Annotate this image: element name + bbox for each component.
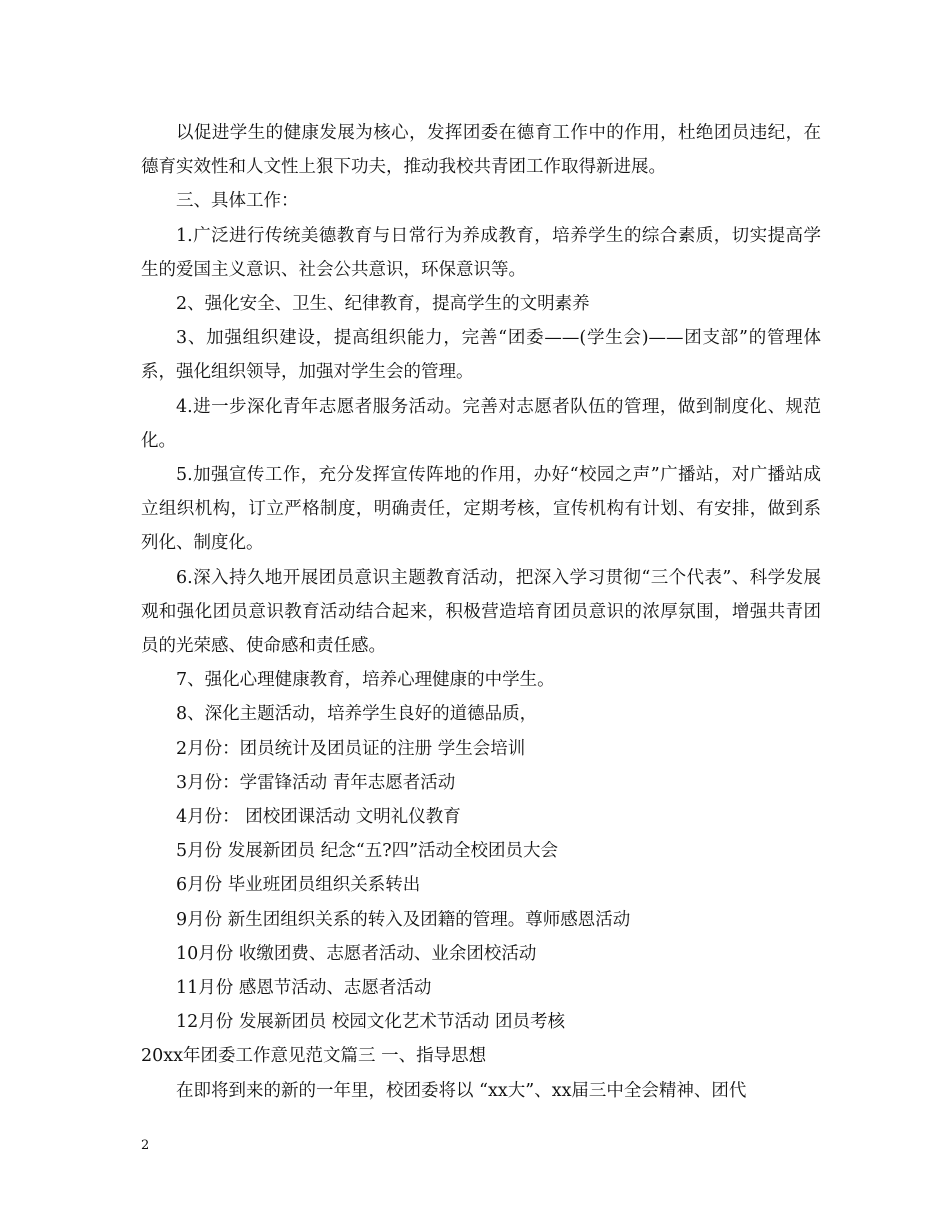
- schedule-item: 3月份：学雷锋活动 青年志愿者活动: [176, 772, 456, 793]
- paragraph: 4.进一步深化青年志愿者服务活动。完善对志愿者队伍的管理，做到制度化、规范化。: [141, 396, 821, 451]
- schedule-item: 10月份 收缴团费、志愿者活动、业余团校活动: [176, 943, 537, 964]
- schedule-item: 11月份 感恩节活动、志愿者活动: [176, 978, 432, 999]
- schedule-item: 12月份 发展新团员 校园文化艺术节活动 团员考核: [176, 1012, 565, 1033]
- paragraph: 1.广泛进行传统美德教育与日常行为养成教育，培养学生的综合素质，切实提高学生的爱国主义意识、社会公共意识，环保意识等。: [141, 225, 821, 280]
- paragraph: 7、强化心理健康教育，培养心理健康的中学生。: [176, 670, 555, 691]
- document-body: [141, 116, 821, 1108]
- paragraph: 5.加强宣传工作，充分发挥宣传阵地的作用，办好“校园之声”广播站，对广播站成立组织机构，订立严格制度，明确责任，定期考核，宣传机构有计划、有安排，做到系列化、制度化。: [141, 465, 821, 554]
- paragraph: 以促进学生的健康发展为核心，发挥团委在德育工作中的作用，杜绝团员违纪，在德育实效性和人文性上狠下功夫，推动我校共青团工作取得新进展。: [141, 123, 821, 178]
- schedule-item: 5月份 发展新团员 纪念“五?四”活动全校团员大会: [176, 841, 559, 862]
- schedule-item: 4月份： 团校团课活动 文明礼仪教育: [176, 807, 461, 828]
- paragraph: 在即将到来的新的一年里，校团委将以 “xx大”、xx届三中全会精神、团代: [176, 1080, 747, 1101]
- paragraph: 8、深化主题活动，培养学生良好的道德品质，: [176, 704, 538, 725]
- section-heading: 三、具体工作：: [176, 191, 299, 212]
- paragraph: 6.深入持久地开展团员意识主题教育活动，把深入学习贯彻“三个代表”、科学发展观和强化团员意识教育活动结合起来，积极营造培育团员意识的浓厚氛围，增强共青团员的光荣感、使命感和责任感。: [141, 567, 821, 657]
- paragraph: 2、强化安全、卫生、纪律教育，提高学生的文明素养: [176, 294, 590, 315]
- schedule-item: 2月份：团员统计及团员证的注册 学生会培训: [176, 738, 526, 759]
- article-title-line: 20xx年团委工作意见范文篇三 一、指导思想: [141, 1046, 487, 1067]
- schedule-item: 9月份 新生团组织关系的转入及团籍的管理。尊师感恩活动: [176, 909, 631, 930]
- page-number: 2: [141, 1138, 150, 1153]
- schedule-item: 6月份 毕业班团员组织关系转出: [176, 875, 421, 896]
- paragraph: 3、加强组织建设，提高组织能力，完善“团委——(学生会)——团支部”的管理体系，强化组织领导，加强对学生会的管理。: [141, 328, 821, 383]
